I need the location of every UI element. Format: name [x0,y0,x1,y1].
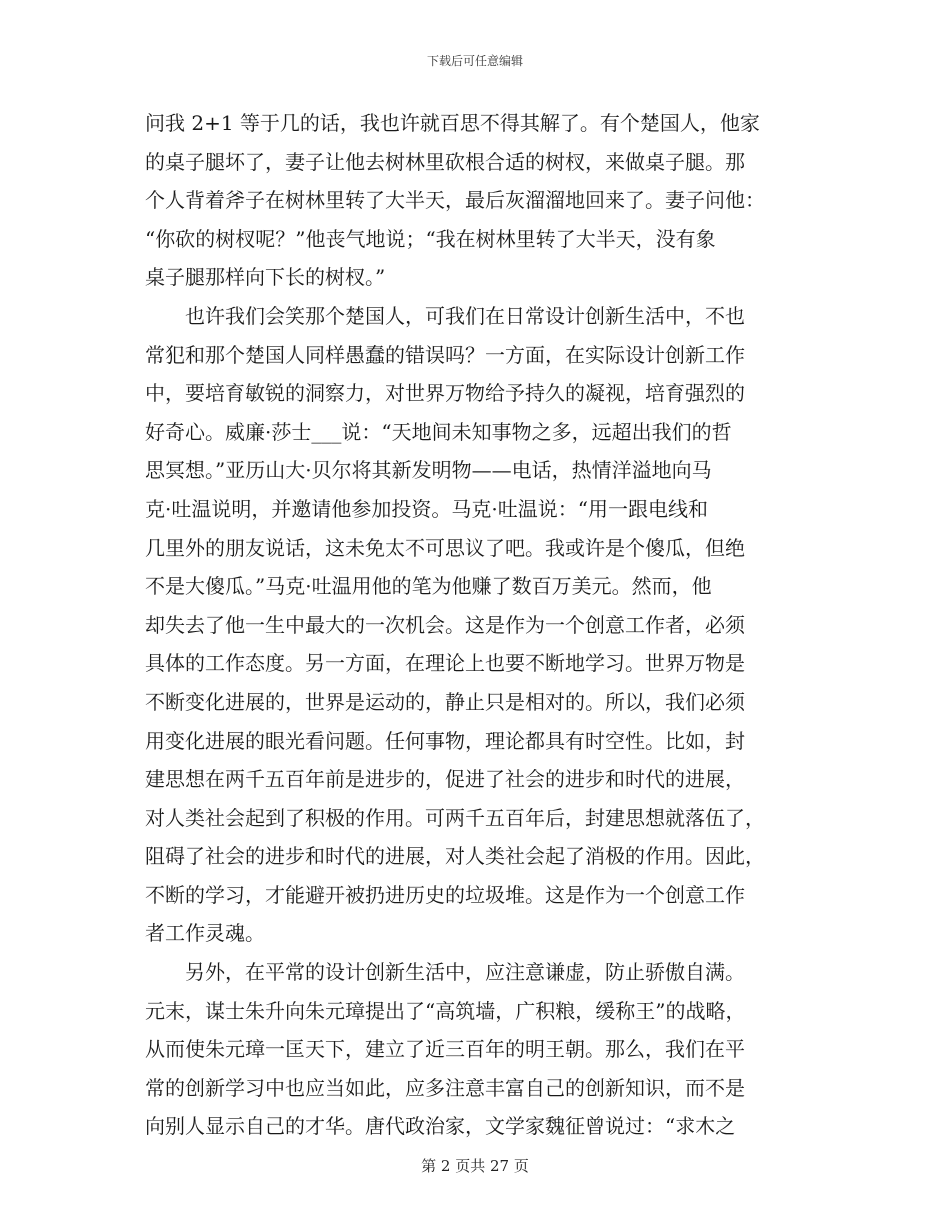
paragraph-start-line: 另外，在平常的设计创新生活中，应注意谦虚，防止骄傲自满。 [185,960,745,985]
text-line: 者工作灵魂。 [145,921,265,946]
text-line: 常犯和那个楚国人同样愚蠢的错误吗？一方面，在实际设计创新工作 [145,342,745,367]
text-line: 中，要培育敏锐的洞察力，对世界万物给予持久的凝视，培育强烈的 [145,381,745,406]
text-line: 对人类社会起到了积极的作用。可两千五百年后，封建思想就落伍了， [145,805,765,830]
text-line: 却失去了他一生中最大的一次机会。这是作为一个创意工作者，必须 [145,612,745,637]
text-line: 桌子腿那样向下长的树杈。” [145,265,386,290]
text-line: 的桌子腿坏了，妻子让他去树林里砍根合适的树杈，来做桌子腿。那 [145,149,745,174]
text-line: 思冥想。”亚历山大·贝尔将其新发明物——电话，热情洋溢地向马 [145,458,712,483]
text-line: 从而使朱元璋一匡天下，建立了近三百年的明王朝。那么，我们在平 [145,1037,745,1062]
paragraph-start-line: 也许我们会笑那个楚国人，可我们在日常设计创新生活中，不也 [185,303,745,328]
text-line: 元末，谋士朱升向朱元璋提出了“高筑墙，广积粮，缓称王”的战略， [145,998,746,1023]
text-line: 几里外的朋友说话，这未免太不可思议了吧。我或许是个傻瓜，但绝 [145,535,745,560]
page-footer: 第 2 页共 27 页 [421,1157,529,1175]
text-line: 用变化进展的眼光看问题。任何事物，理论都具有时空性。比如，封 [145,728,745,753]
text-line: 不断变化进展的，世界是运动的，静止只是相对的。所以，我们必须 [145,689,745,714]
text-line: 具体的工作态度。另一方面，在理论上也要不断地学习。世界万物是 [145,651,745,676]
body-text [145,104,805,1146]
text-line: 个人背着斧子在树林里转了大半天，最后灰溜溜地回来了。妻子问他： [145,188,765,213]
text-line: 阻碍了社会的进步和时代的进展，对人类社会起了消极的作用。因此， [145,844,765,869]
page-header: 下载后可任意编辑 [426,54,523,68]
text-line: 问我 2+1 等于几的话，我也许就百思不得其解了。有个楚国人，他家 [145,111,760,135]
text-line: 克·吐温说明，并邀请他参加投资。马克·吐温说：“用一跟电线和 [145,496,708,521]
text-line: 常的创新学习中也应当如此，应多注意丰富自己的创新知识，而不是 [145,1075,745,1100]
text-line: 不是大傻瓜。”马克·吐温用他的笔为他赚了数百万美元。然而，他 [145,574,712,599]
text-line: “你砍的树杈呢？”他丧气地说；“我在树林里转了大半天，没有象 [145,226,716,251]
text-line: 不断的学习，才能避开被扔进历史的垃圾堆。这是作为一个创意工作 [145,882,745,907]
text-line: 建思想在两千五百年前是进步的，促进了社会的进步和时代的进展， [145,767,745,792]
text-line: 向别人显示自己的才华。唐代政治家，文学家魏征曾说过：“求木之 [145,1114,736,1139]
text-line: 好奇心。威廉·莎士___说：“天地间未知事物之多，远超出我们的哲 [145,419,732,444]
